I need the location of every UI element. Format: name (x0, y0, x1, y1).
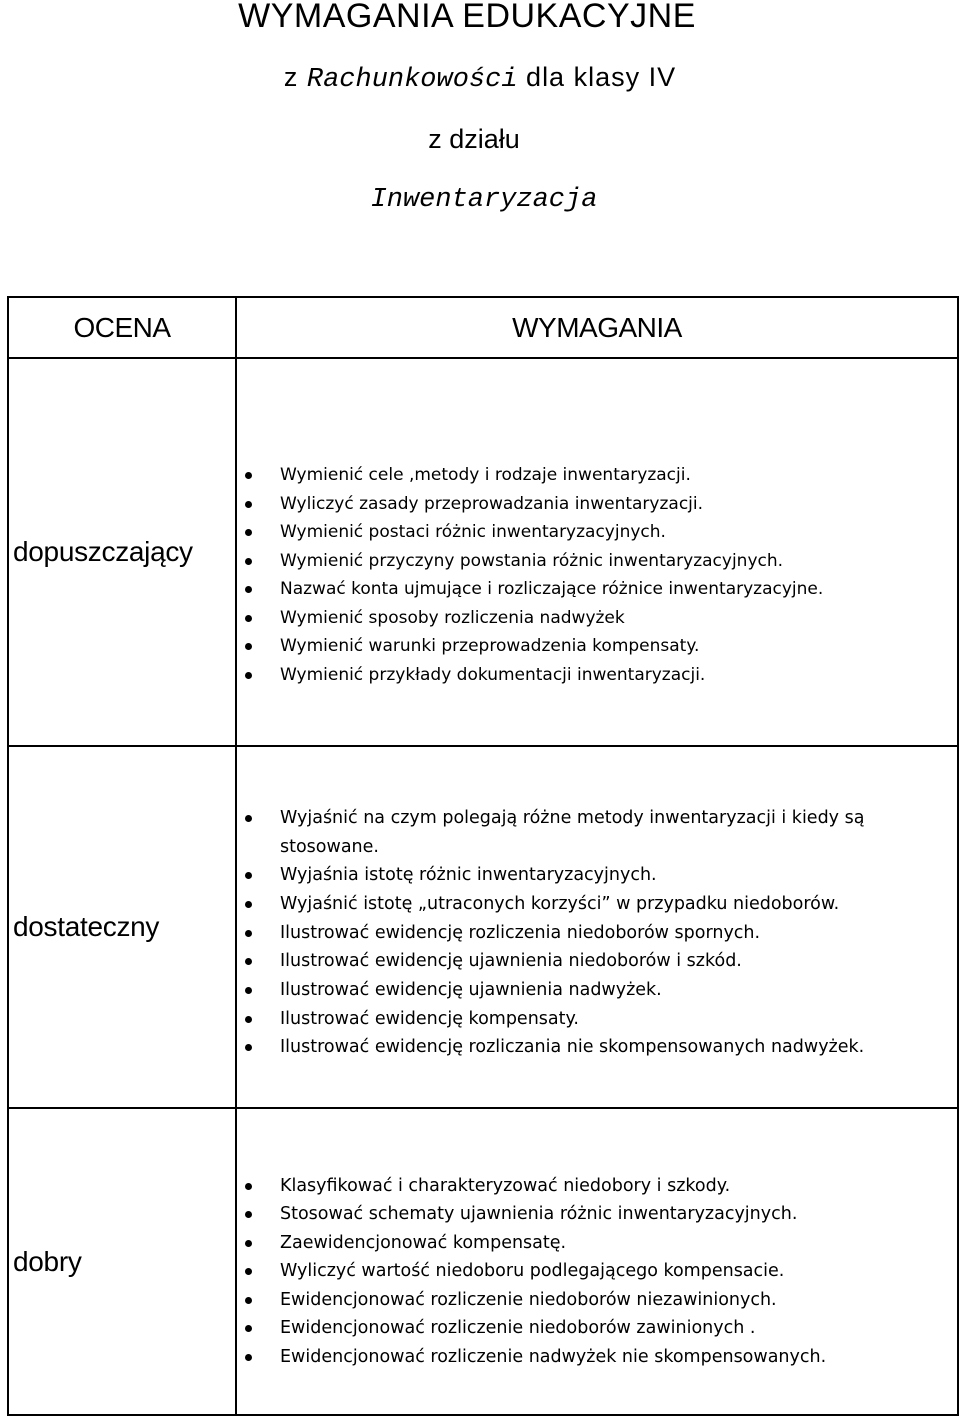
bullet-icon (245, 1240, 252, 1247)
list-item: Wymienić warunki przeprowadzenia kompensaty. (237, 632, 957, 661)
list-item: Ewidencjonować rozliczenie nadwyżek nie skompensowanych. (237, 1343, 957, 1372)
requirements-table (7, 296, 959, 1416)
list-item: Wymienić cele ,metody i rodzaje inwentaryzacji. (237, 461, 957, 490)
subtitle-prefix: z (283, 62, 299, 92)
list-item: Wyjaśnić istotę „utraconych korzyści” w przypadku niedoborów. (237, 890, 957, 919)
bullet-icon (245, 472, 252, 479)
bullet-icon (245, 815, 252, 822)
list-item: Wyjaśnia istotę różnic inwentaryzacyjnych. (237, 861, 957, 890)
table-row (8, 746, 958, 1108)
list-item: Ilustrować ewidencję ujawnienia niedoborów i szkód. (237, 947, 957, 976)
list-item: Ewidencjonować rozliczenie niedoborów niezawinionych. (237, 1286, 957, 1315)
bullet-icon (245, 958, 252, 965)
bullet-icon (245, 672, 252, 679)
bullet-icon (245, 586, 252, 593)
bullet-icon (245, 901, 252, 908)
list-item: Stosować schematy ujawnienia różnic inwentaryzacyjnych. (237, 1200, 957, 1229)
bullet-icon (245, 501, 252, 508)
list-item: Nazwać konta ujmujące i rozliczające różnice inwentaryzacyjne. (237, 575, 957, 604)
document-subtitle (0, 62, 960, 95)
bullet-icon (245, 1354, 252, 1361)
bullet-icon (245, 987, 252, 994)
bullet-icon (245, 1183, 252, 1190)
requirements-list (237, 804, 957, 1062)
table-row (8, 1108, 958, 1415)
document-title: WYMAGANIA EDUKACYJNE (238, 0, 696, 35)
requirements-cell (236, 746, 958, 1108)
requirements-list (237, 461, 957, 689)
section-label: z działu (428, 124, 520, 154)
list-item: Ilustrować ewidencję rozliczenia niedoborów spornych. (237, 919, 957, 948)
bullet-icon (245, 1016, 252, 1023)
subtitle-suffix: dla klasy IV (526, 62, 677, 92)
bullet-icon (245, 1325, 252, 1332)
list-item: Ilustrować ewidencję rozliczania nie skompensowanych nadwyżek. (237, 1033, 957, 1062)
bullet-icon (245, 1268, 252, 1275)
topic-title: Inwentaryzacja (370, 185, 598, 215)
requirements-list (237, 1172, 957, 1372)
bullet-icon (245, 872, 252, 879)
subject-name: Rachunkowości (306, 65, 518, 95)
list-item: Wymienić postaci różnic inwentaryzacyjnych. (237, 518, 957, 547)
column-header-requirements: WYMAGANIA (236, 297, 958, 358)
bullet-icon (245, 558, 252, 565)
bullet-icon (245, 529, 252, 536)
grade-label: dopuszczający (8, 358, 236, 746)
table-row (8, 358, 958, 746)
list-item: Wyliczyć wartość niedoboru podlegającego kompensacie. (237, 1257, 957, 1286)
bullet-icon (245, 1211, 252, 1218)
list-item: Ewidencjonować rozliczenie niedoborów zawinionych . (237, 1314, 957, 1343)
bullet-icon (245, 643, 252, 650)
list-item: Wyjaśnić na czym polegają różne metody inwentaryzacji i kiedy są stosowane. (237, 804, 957, 861)
table-header-row (8, 297, 958, 358)
list-item: Klasyfikować i charakteryzować niedobory i szkody. (237, 1172, 957, 1201)
bullet-icon (245, 930, 252, 937)
bullet-icon (245, 615, 252, 622)
list-item: Zaewidencjonować kompensatę. (237, 1229, 957, 1258)
list-item: Ilustrować ewidencję kompensaty. (237, 1005, 957, 1034)
grade-label: dostateczny (8, 746, 236, 1108)
bullet-icon (245, 1044, 252, 1051)
list-item: Wymienić sposoby rozliczenia nadwyżek (237, 604, 957, 633)
list-item: Wyliczyć zasady przeprowadzania inwentaryzacji. (237, 490, 957, 519)
grade-label: dobry (8, 1108, 236, 1415)
requirements-cell (236, 358, 958, 746)
list-item: Wymienić przykłady dokumentacji inwentaryzacji. (237, 661, 957, 690)
list-item: Ilustrować ewidencję ujawnienia nadwyżek. (237, 976, 957, 1005)
list-item: Wymienić przyczyny powstania różnic inwentaryzacyjnych. (237, 547, 957, 576)
bullet-icon (245, 1297, 252, 1304)
requirements-cell (236, 1108, 958, 1415)
column-header-grade: OCENA (8, 297, 236, 358)
